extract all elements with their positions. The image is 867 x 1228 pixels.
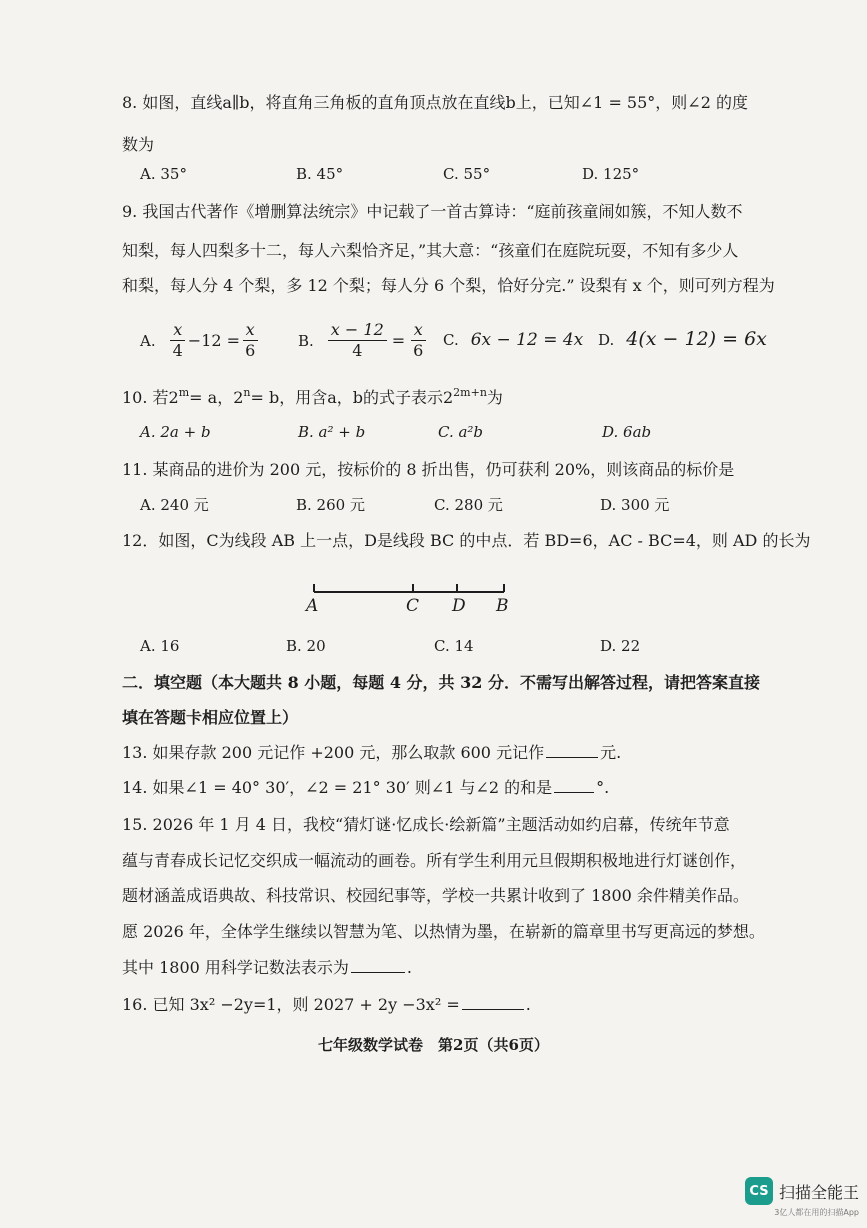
watermark-tagline: 3亿人都在用的扫描App	[774, 1208, 859, 1217]
q9-b-num2: x	[411, 320, 426, 341]
point-d-label: D	[452, 596, 466, 616]
q9-option-c	[443, 330, 583, 350]
section2-heading-line2: 填在答题卡相应位置上）	[122, 708, 299, 727]
q11-line1: 11. 某商品的进价为 200 元，按标价的 8 折出售，仍可获利 20%，则该商品的标价是	[122, 460, 735, 479]
q14-text: 14. 如果∠1 = 40° 30′，∠2 = 21° 30′ 则∠1 与∠2 的和是	[122, 778, 553, 797]
q9-a-num1: x	[170, 320, 185, 341]
q8-option-b: B. 45°	[296, 165, 344, 183]
q11-option-a: A. 240 元	[140, 495, 209, 514]
q10-option-c: C. a²b	[438, 423, 484, 441]
q9-option-d-expr: 4(x − 12) = 6x	[626, 328, 767, 350]
q9-option-d-label: D.	[598, 331, 615, 349]
q8-line2: 数为	[122, 135, 155, 154]
q9-option-b-frac2	[410, 320, 426, 361]
q9-option-a-frac1	[170, 320, 186, 361]
point-c-label: C	[406, 596, 420, 616]
q10-suffix: 为	[486, 388, 503, 407]
watermark-app-name: 扫描全能王	[778, 1182, 859, 1202]
q9-a-mid: −12 =	[187, 331, 241, 350]
q9-option-d	[598, 328, 767, 350]
q8-options	[140, 164, 800, 184]
q10-mid2: = b，用含a，b的式子表示2	[250, 388, 454, 407]
q10-exp-m: m	[178, 386, 190, 399]
q12-option-c: C. 14	[434, 637, 474, 655]
q9-b-mid: =	[391, 331, 406, 350]
q10-prefix: 10. 若2	[122, 388, 179, 407]
q13-answer-blank[interactable]	[546, 745, 598, 758]
q9-option-b-label: B.	[298, 331, 314, 350]
q9-a-num2: x	[243, 320, 258, 341]
q12-option-b: B. 20	[286, 637, 326, 655]
q9-option-a-label: A.	[140, 331, 156, 350]
point-b-label: B	[496, 596, 509, 616]
q10-options	[140, 422, 800, 442]
section2-heading-line1: 二．填空题（本大题共 8 小题，每题 4 分，共 32 分．不需写出解答过程，请把答案直接	[122, 673, 760, 692]
q13-suffix: 元.	[600, 743, 622, 762]
q9-option-c-expr: 6x − 12 = 4x	[470, 330, 584, 350]
q9-a-den2: 6	[245, 341, 256, 360]
camscanner-logo-icon: CS	[745, 1177, 773, 1205]
q14-line	[122, 775, 609, 798]
q11-option-b: B. 260 元	[296, 495, 365, 514]
q9-line3: 和梨，每人分 4 个梨，多 12 个梨；每人分 6 个梨，恰好分完.” 设梨有 x 个，则可列方程为	[122, 276, 775, 295]
q10-option-a: A. 2a + b	[140, 423, 211, 441]
q12-options	[140, 636, 800, 656]
q8-line1: 8. 如图，直线a∥b，将直角三角板的直角顶点放在直线b上，已知∠1 = 55°，则∠2 的度	[122, 93, 748, 112]
q10-option-d: D. 6ab	[602, 423, 652, 441]
q9-line1: 9. 我国古代著作《增删算法统宗》中记载了一首古算诗：“庭前孩童闹如簇，不知人数不	[122, 202, 743, 221]
point-a-label: A	[306, 596, 319, 616]
q15-line1: 15. 2026 年 1 月 4 日，我校“猜灯谜·忆成长·绘新篇”主题活动如约启幕，传统年节意	[122, 815, 730, 834]
q12-line1: 12．如图，C为线段 AB 上一点，D是线段 BC 的中点．若 BD=6，AC - BC=4，则 AD 的长为	[122, 531, 811, 550]
q9-option-b-frac1	[328, 320, 387, 361]
q15-line4: 愿 2026 年，全体学生继续以智慧为笔、以热情为墨，在崭新的篇章里书写更高远的梦想。	[122, 922, 765, 941]
q9-option-c-label: C.	[443, 331, 459, 349]
q9-b-den1: 4	[352, 341, 363, 360]
q15-suffix: .	[406, 958, 412, 977]
q15-text: 其中 1800 用科学记数法表示为	[122, 958, 349, 977]
q14-suffix: °.	[596, 778, 610, 797]
q9-b-den2: 6	[413, 341, 424, 360]
q15-line5	[122, 955, 412, 978]
q16-line	[122, 992, 531, 1015]
q11-options	[140, 494, 800, 514]
q12-option-d: D. 22	[600, 637, 641, 655]
q10-option-b: B. a² + b	[298, 423, 366, 441]
q9-a-den1: 4	[172, 341, 183, 360]
page-footer: 七年级数学试卷 第2页（共6页）	[318, 1036, 549, 1054]
scanner-watermark	[745, 1177, 859, 1218]
q15-line2: 蕴与青春成长记忆交织成一幅流动的画卷。所有学生利用元旦假期积极地进行灯谜创作，	[122, 851, 747, 870]
q8-option-a: A. 35°	[140, 165, 187, 183]
q9-b-num1: x − 12	[328, 320, 387, 341]
q13-text: 13. 如果存款 200 元记作 +200 元，那么取款 600 元记作	[122, 743, 545, 762]
q9-option-a	[140, 320, 260, 361]
q14-answer-blank[interactable]	[554, 780, 594, 793]
q8-option-d: D. 125°	[582, 165, 640, 183]
q16-suffix: .	[525, 995, 531, 1014]
q10-exp-2mn: 2m+n	[453, 386, 487, 399]
q8-option-c: C. 55°	[443, 165, 491, 183]
q12-option-a: A. 16	[140, 637, 180, 655]
q16-answer-blank[interactable]	[462, 997, 524, 1010]
q13-line	[122, 740, 621, 763]
q10-exp-n: n	[243, 386, 251, 399]
q15-answer-blank[interactable]	[351, 960, 405, 973]
q16-text: 16. 已知 3x² −2y=1，则 2027 + 2y −3x² =	[122, 995, 460, 1014]
q9-line2: 知梨，每人四梨多十二，每人六梨恰齐足，”其大意：“孩童们在庭院玩耍，不知有多少人	[122, 241, 739, 260]
q10-mid1: = a，2	[189, 388, 244, 407]
q15-line3: 题材涵盖成语典故、科技常识、校园纪事等，学校一共累计收到了 1800 余件精美作品。	[122, 886, 749, 905]
q11-option-c: C. 280 元	[434, 495, 503, 514]
watermark-row	[745, 1177, 859, 1205]
q9-option-a-frac2	[242, 320, 258, 361]
q9-option-b	[298, 320, 428, 361]
q11-option-d: D. 300 元	[600, 495, 670, 514]
q9-options	[140, 316, 800, 366]
q10-line1	[122, 385, 503, 408]
